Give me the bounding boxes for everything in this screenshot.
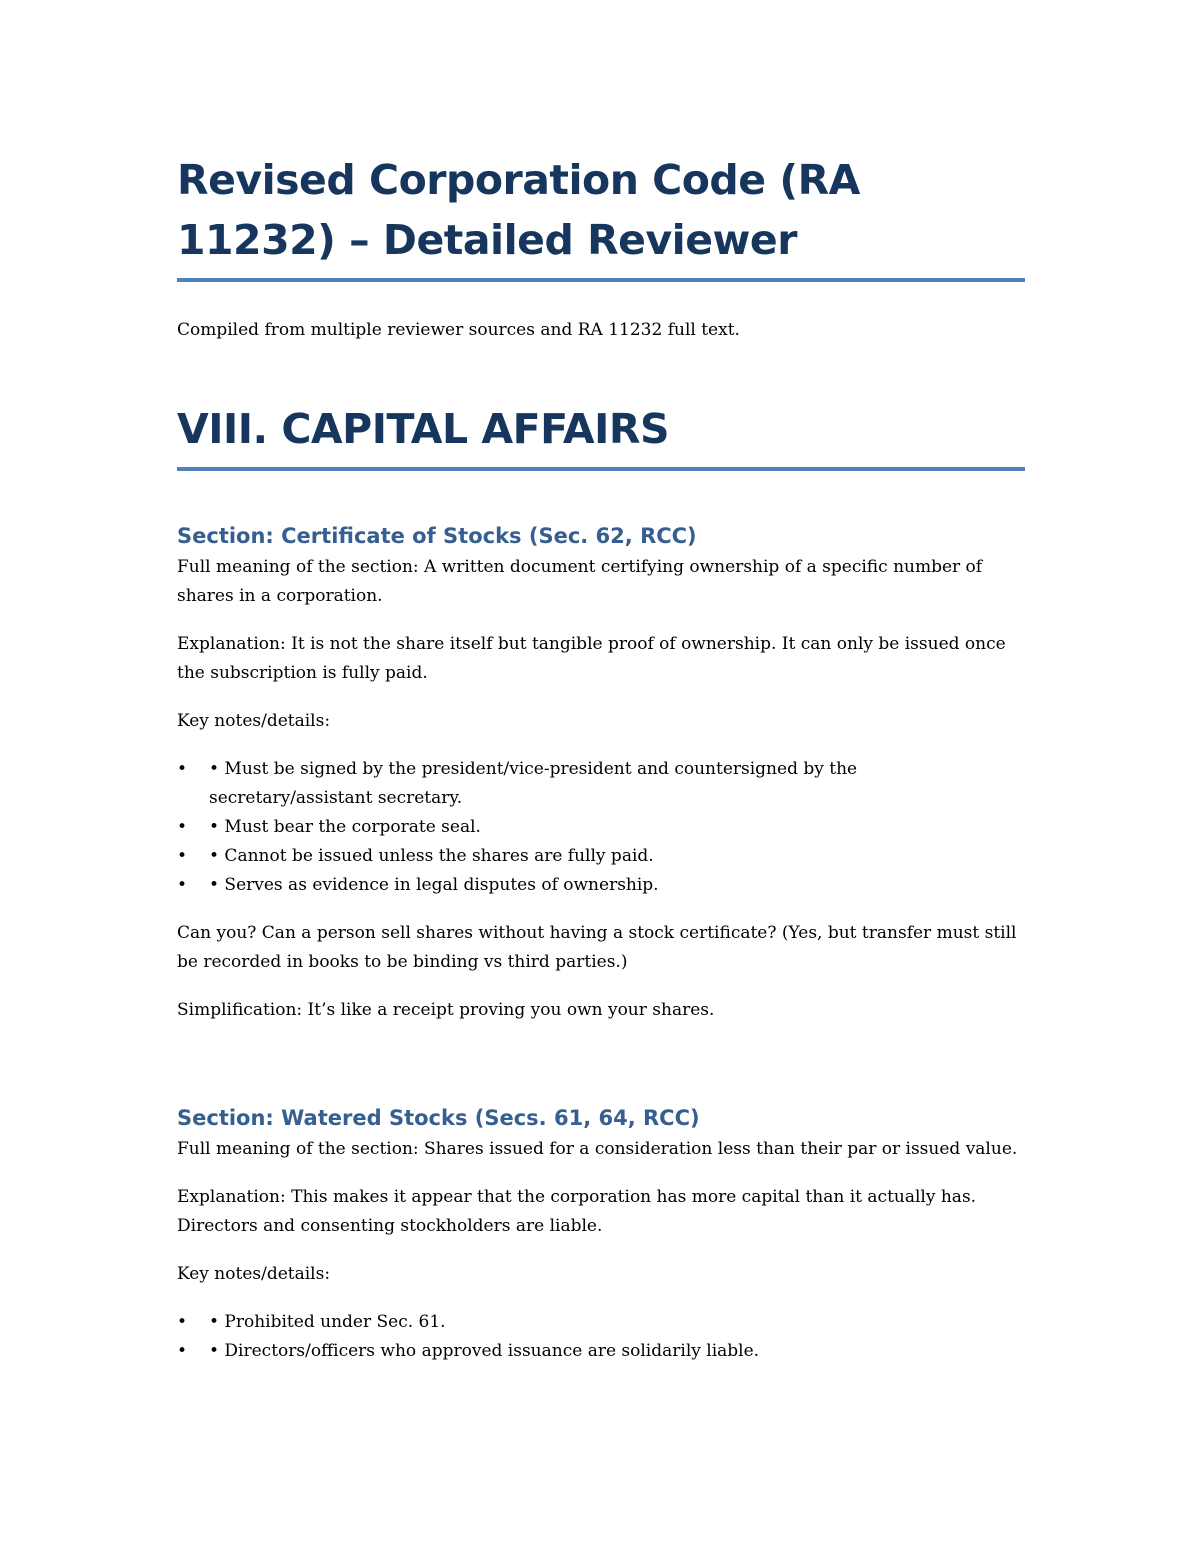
key-notes-list bbox=[177, 1308, 1025, 1366]
section-meaning: Full meaning of the section: Shares issued for a consideration less than their par or issued value. bbox=[177, 1139, 1018, 1159]
section-explanation: Explanation: This makes it appear that the corporation has more capital than it actually has. Directors and consenting stockholders are liable. bbox=[177, 1187, 977, 1236]
section-meaning: Full meaning of the section: A written document certifying ownership of a specific number of shares in a corporation. bbox=[177, 557, 983, 606]
key-notes-label: Key notes/details: bbox=[177, 1264, 331, 1284]
bullet-icon: • bbox=[177, 875, 188, 895]
list-item-text: • Serves as evidence in legal disputes of ownership. bbox=[209, 875, 659, 895]
document-subtitle: Compiled from multiple reviewer sources and RA 11232 full text. bbox=[177, 320, 740, 340]
key-notes-list bbox=[177, 755, 1025, 900]
bullet-icon: • bbox=[177, 1312, 188, 1332]
bullet-icon: • bbox=[177, 846, 188, 866]
section-heading-certificate-of-stocks: Section: Certificate of Stocks (Sec. 62, RCC) bbox=[177, 524, 697, 548]
section-explanation: Explanation: It is not the share itself but tangible proof of ownership. It can only be issued once the subscription is fully paid. bbox=[177, 634, 1006, 683]
list-item-text: • Prohibited under Sec. 61. bbox=[209, 1312, 446, 1332]
section-can-you: Can you? Can a person sell shares without having a stock certificate? (Yes, but transfer must still be recorded in books to be binding vs third parties.) bbox=[177, 923, 1017, 972]
bullet-icon: • bbox=[177, 817, 188, 837]
list-item bbox=[177, 813, 1025, 842]
document-content bbox=[177, 150, 1025, 1366]
section-simplification: Simplification: It’s like a receipt proving you own your shares. bbox=[177, 1000, 715, 1020]
list-item bbox=[177, 871, 1025, 900]
list-item bbox=[177, 1337, 1025, 1366]
bullet-icon: • bbox=[177, 1341, 188, 1361]
list-item-text: • Must be signed by the president/vice-president and countersigned by the secretary/assistant secretary. bbox=[209, 759, 858, 808]
list-item-text: • Must bear the corporate seal. bbox=[209, 817, 481, 837]
list-item-text: • Cannot be issued unless the shares are fully paid. bbox=[209, 846, 654, 866]
bullet-icon: • bbox=[177, 759, 188, 779]
chapter-heading: VIII. CAPITAL AFFAIRS bbox=[177, 401, 1025, 471]
list-item bbox=[177, 755, 1025, 813]
key-notes-label: Key notes/details: bbox=[177, 711, 331, 731]
list-item-text: • Directors/officers who approved issuance are solidarily liable. bbox=[209, 1341, 760, 1361]
list-item bbox=[177, 842, 1025, 871]
section-heading-watered-stocks: Section: Watered Stocks (Secs. 61, 64, RCC) bbox=[177, 1106, 700, 1130]
document-title: Revised Corporation Code (RA 11232) – Detailed Reviewer bbox=[177, 150, 1025, 282]
list-item bbox=[177, 1308, 1025, 1337]
